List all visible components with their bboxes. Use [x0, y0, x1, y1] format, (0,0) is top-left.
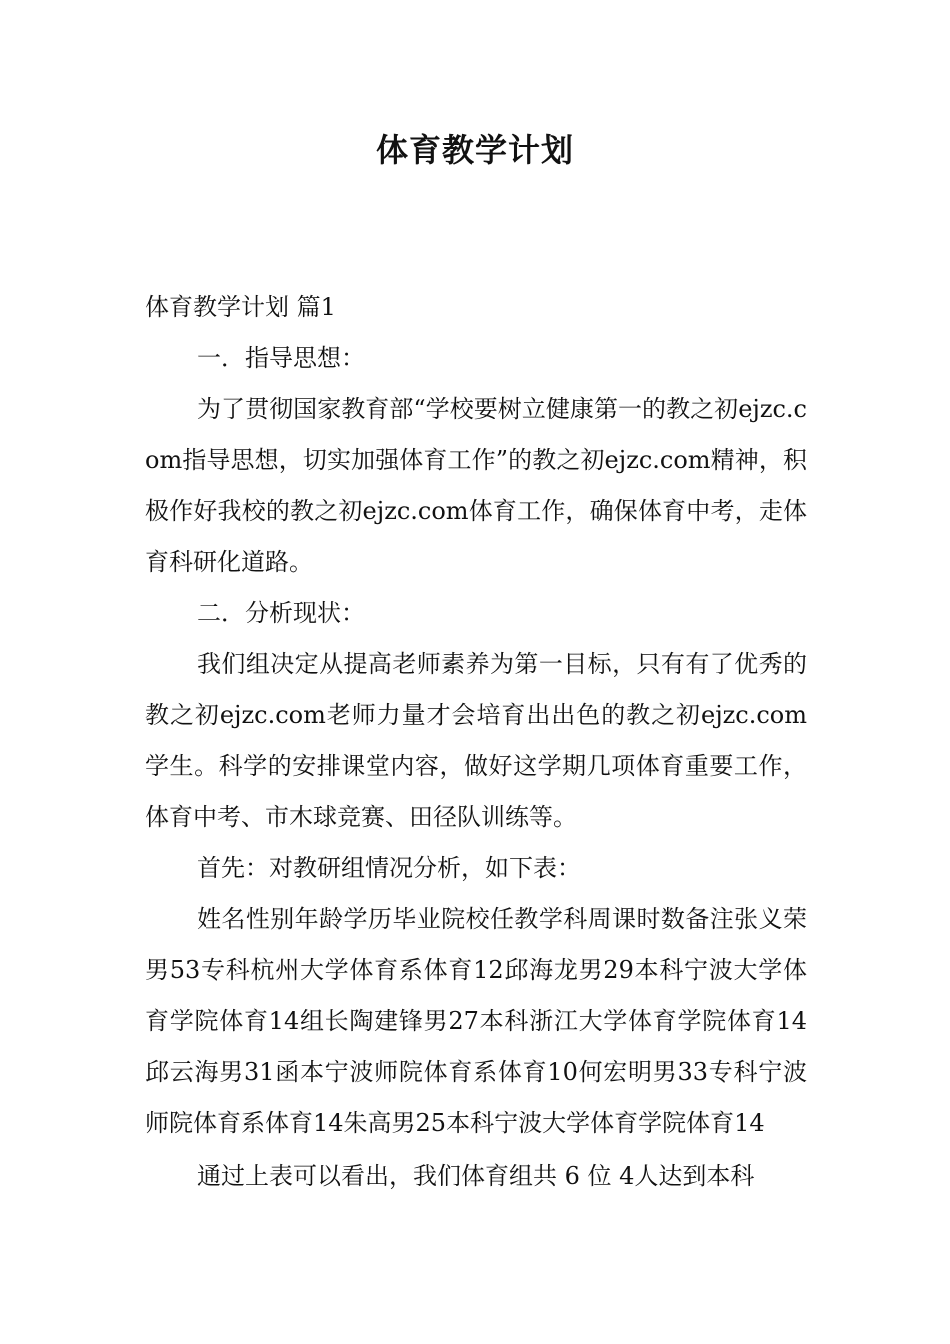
paragraph-table-intro: 首先：对教研组情况分析，如下表： [197, 854, 581, 882]
paragraph-guiding-ideology: 为了贯彻国家教育部“学校要树立健康第一的教之初ejzc.com指导思想，切实加强体育工作”的教之初ejzc.com精神，积极作好我校的教之初ejzc.com体育工作，确保体育中考，走体育科研化道路。 [145, 395, 807, 576]
document-body [145, 282, 807, 1202]
paragraph-status-analysis: 我们组决定从提高老师素养为第一目标，只有有了优秀的教之初ejzc.com老师力量才会培育出出色的教之初ejzc.com学生。科学的安排课堂内容，做好这学期几项体育重要工作，体育中考、市木球竞赛、田径队训练等。 [145, 650, 807, 831]
heading-status-analysis: 二．分析现状： [197, 599, 365, 627]
section-heading: 体育教学计划 篇1 [145, 293, 336, 321]
heading-guiding-ideology: 一．指导思想： [197, 344, 365, 372]
document-title: 体育教学计划 [375, 131, 574, 169]
paragraph-conclusion: 通过上表可以看出，我们体育组共 6 位 4人达到本科 [197, 1162, 755, 1190]
paragraph-staff-table-text: 姓名性别年龄学历毕业院校任教学科周课时数备注张义荣男53专科杭州大学体育系体育12邱海龙男29本科宁波大学体育学院体育14组长陶建锋男27本科浙江大学体育学院体育14邱云海男31函本宁波师院体育系体育10何宏明男33专科宁波师院体育系体育14朱高男25本科宁波大学体育学院体育14 [145, 905, 807, 1137]
